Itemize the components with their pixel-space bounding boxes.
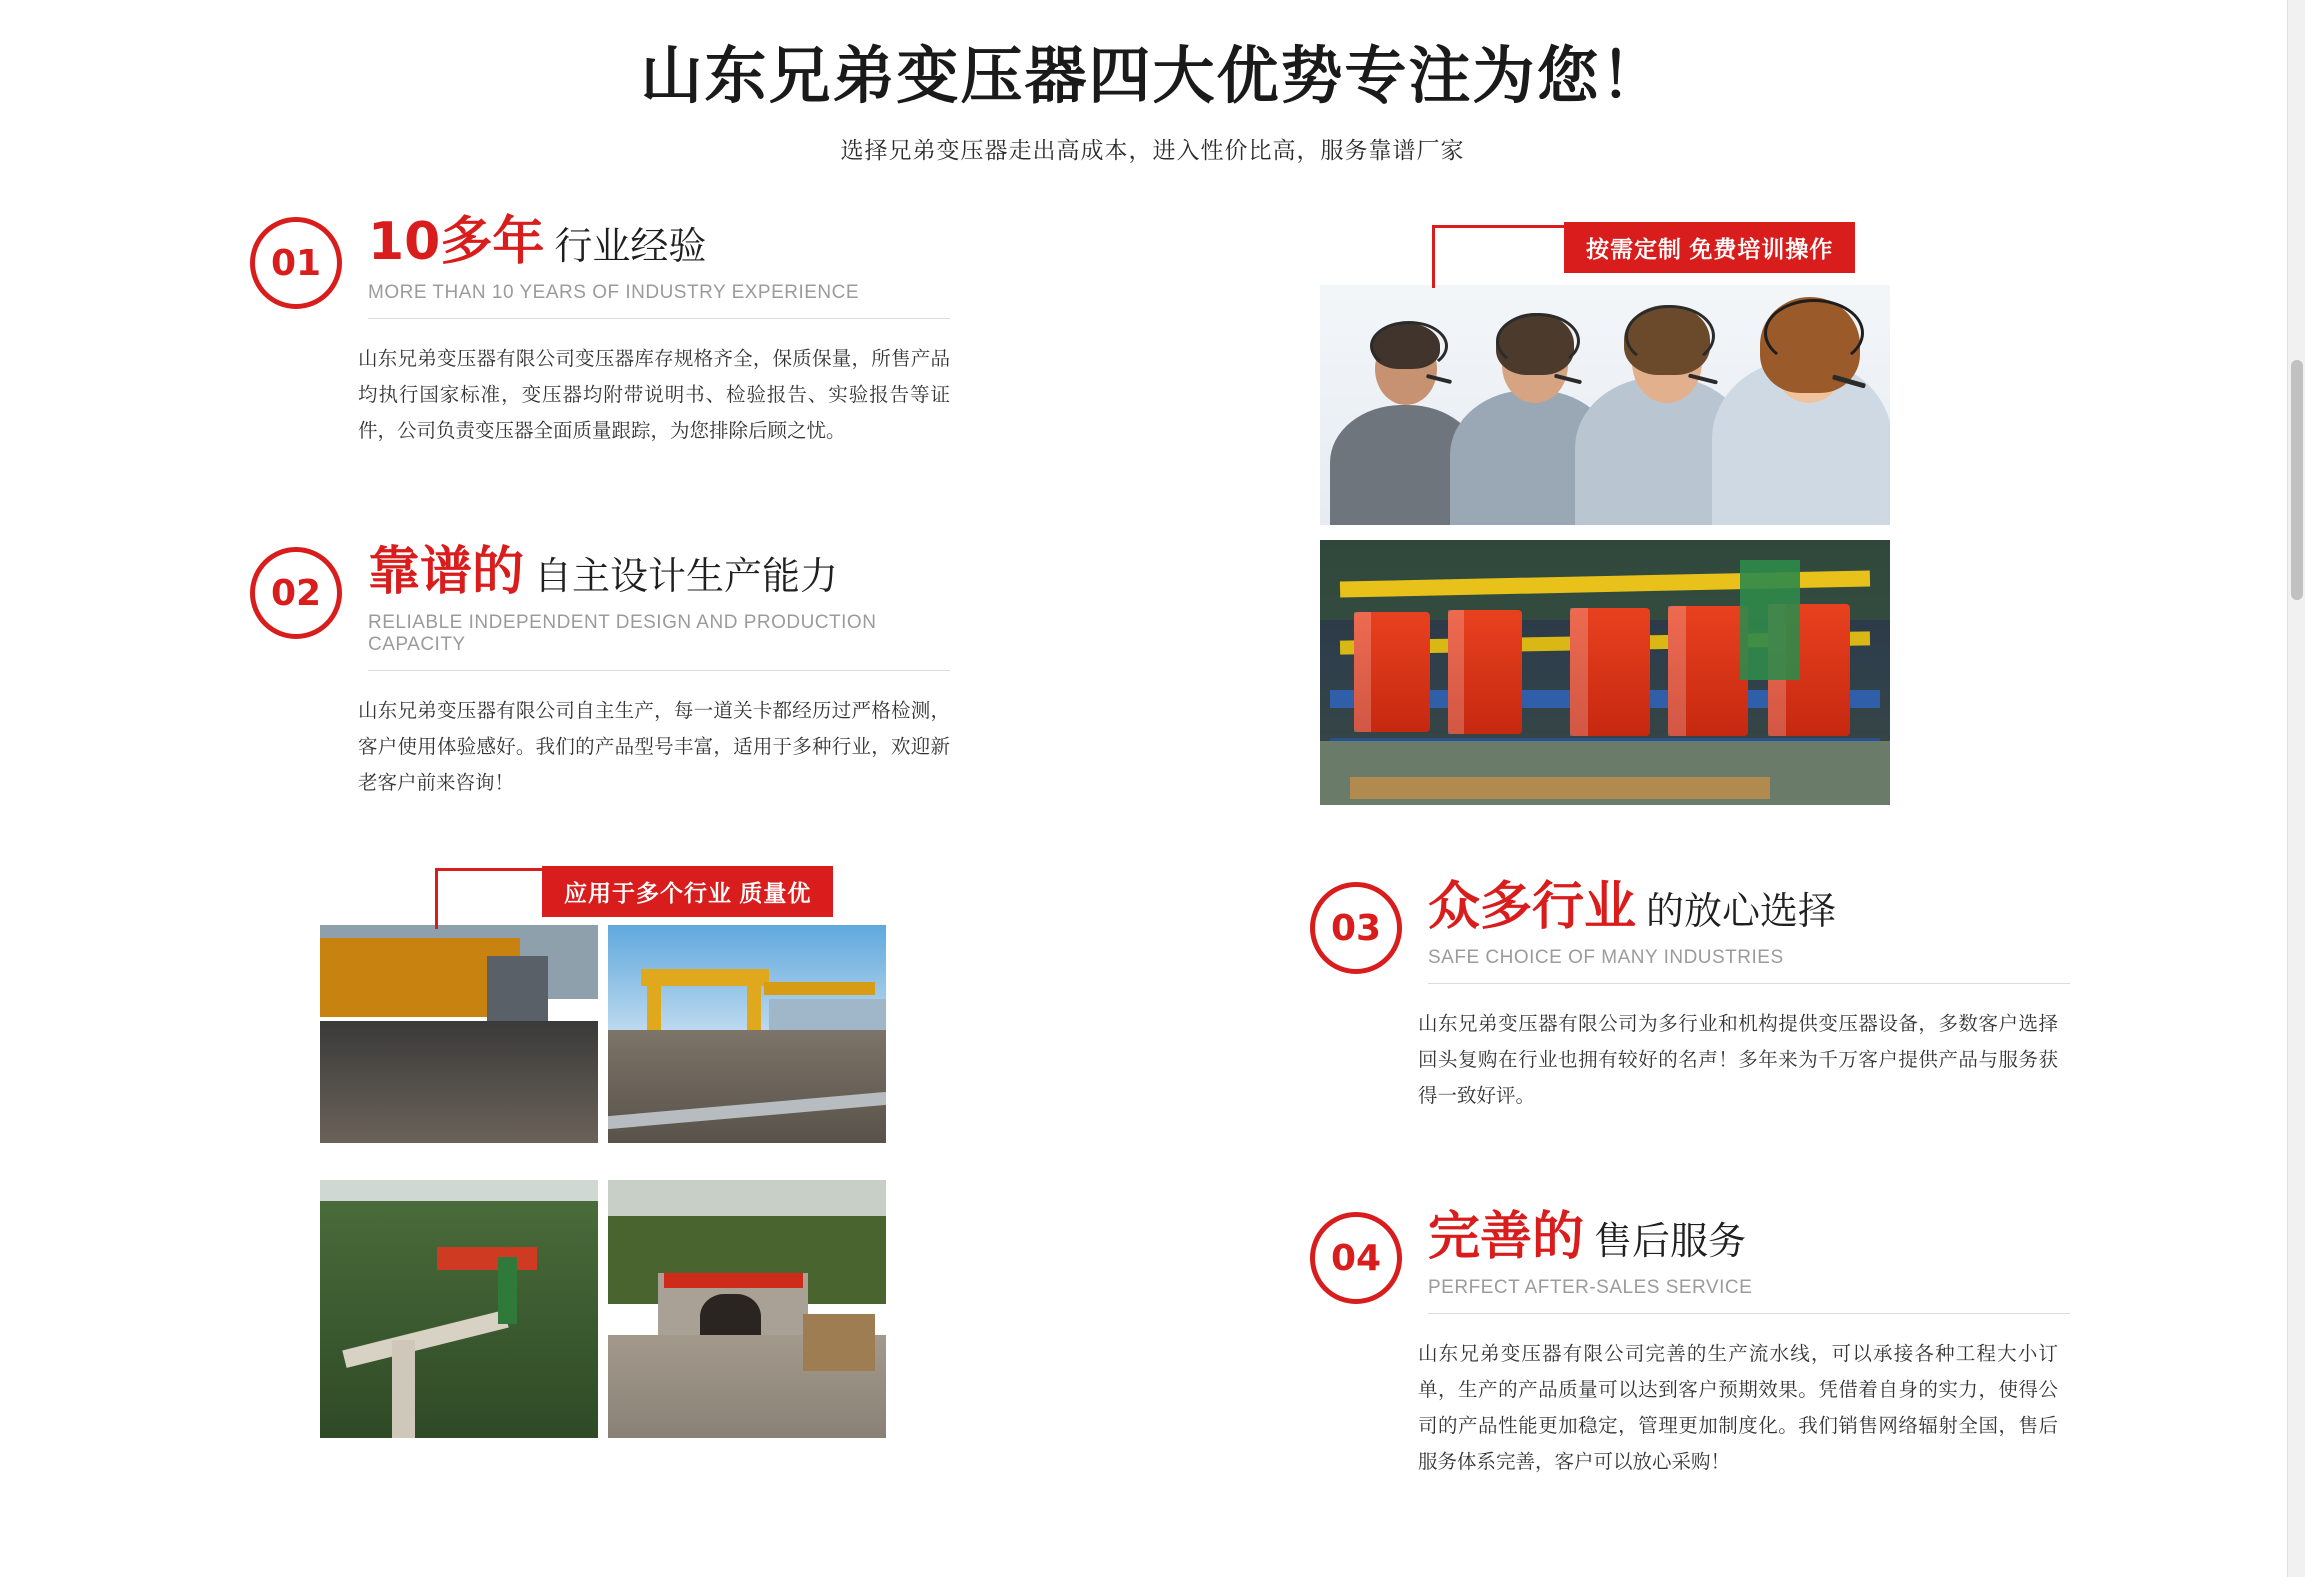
feature-02-head [250, 542, 950, 671]
features-right-column [1310, 877, 2070, 1490]
photo-person-4-headset [1764, 299, 1864, 367]
photo-transformer-panel-green [1740, 560, 1800, 680]
callout-line-industries [435, 868, 548, 929]
feature-04-number: 04 [1310, 1212, 1402, 1304]
callout-line-custom-training [1432, 225, 1570, 288]
photo-industry-1 [320, 925, 598, 1143]
tag-industries-quality: 应用于多个行业 质量优 [542, 866, 833, 917]
feature-03-title-line [1428, 877, 2070, 937]
feature-02-title-red: 靠谱的 [368, 542, 525, 603]
page-header [0, 0, 2305, 165]
feature-04-title-red: 完善的 [1428, 1207, 1585, 1268]
photo-transformer-coil-4 [1668, 606, 1748, 736]
feature-03-number: 03 [1310, 882, 1402, 974]
page-scrollbar-track[interactable] [2287, 0, 2305, 1577]
photo-industry-4 [608, 1180, 886, 1438]
feature-03-head [1310, 877, 2070, 984]
feature-02-titles [368, 542, 950, 671]
photo-industry-2-ground [608, 1030, 886, 1143]
photo-person-3-headset [1625, 305, 1715, 367]
photo-industry-4-banner [664, 1273, 803, 1288]
feature-04-title-line [1428, 1207, 2070, 1268]
photo-industry-1-asphalt [320, 1021, 598, 1143]
photo-callcenter [1320, 285, 1890, 525]
feature-01-title-en: MORE THAN 10 YEARS OF INDUSTRY EXPERIENCE [368, 282, 950, 319]
photo-industry-3-mountain [320, 1201, 598, 1438]
feature-03 [1310, 877, 2070, 1114]
feature-04-title-en: PERFECT AFTER-SALES SERVICE [1428, 1277, 2070, 1314]
feature-02-body: 山东兄弟变压器有限公司自主生产，每一道关卡都经历过严格检测，客户使用体验感好。我们的产品型号丰富，适用于多种行业，欢迎新老客户前来咨询！ [358, 700, 950, 795]
feature-01-title-line [368, 212, 950, 272]
feature-02-number: 02 [250, 547, 342, 639]
feature-03-title-en: SAFE CHOICE OF MANY INDUSTRIES [1428, 947, 2070, 984]
feature-03-body: 山东兄弟变压器有限公司为多行业和机构提供变压器设备，多数客户选择回头复购在行业也拥有较好的名声！多年来为千万客户提供产品与服务获得一致好评。 [1418, 1013, 2058, 1108]
feature-02-title-dark: 自主设计生产能力 [534, 554, 839, 599]
photo-industry-3 [320, 1180, 598, 1438]
photo-industry-2-gantry-2 [764, 982, 875, 995]
feature-01-titles [368, 212, 950, 319]
feature-04-body: 山东兄弟变压器有限公司完善的生产流水线，可以承接各种工程大小订单，生产的产品质量可以达到客户预期效果。凭借着自身的实力，使得公司的产品性能更加稳定，管理更加制度化。我们销售网络辐射全国，售后服务体系完善，客户可以放心采购！ [1418, 1343, 2058, 1474]
page-scrollbar-thumb[interactable] [2291, 360, 2303, 600]
feature-02-title-en: RELIABLE INDEPENDENT DESIGN AND PRODUCTION CAPACITY [368, 612, 950, 671]
photo-person-1-headset [1370, 321, 1448, 371]
page-subtitle: 选择兄弟变压器走出高成本，进入性价比高，服务靠谱厂家 [840, 137, 1465, 164]
feature-02-title-line [368, 542, 950, 603]
features-left-column [250, 212, 950, 811]
photo-transformer-coil-1 [1354, 612, 1430, 732]
feature-03-titles [1428, 877, 2070, 984]
feature-03-title-dark: 的放心选择 [1646, 889, 1837, 933]
feature-02 [250, 542, 950, 801]
photo-industry-2 [608, 925, 886, 1143]
photo-transformer-coil-2 [1448, 610, 1522, 734]
feature-04 [1310, 1207, 2070, 1480]
feature-01-number: 01 [250, 217, 342, 309]
feature-03-title-red: 众多行业 [1428, 877, 1637, 937]
photo-transformer [1320, 540, 1890, 805]
feature-01-head [250, 212, 950, 319]
photo-industry-3-crane-tower [498, 1257, 517, 1324]
feature-04-title-dark: 售后服务 [1594, 1219, 1747, 1264]
feature-04-titles [1428, 1207, 2070, 1314]
feature-01 [250, 212, 950, 449]
tag-custom-training: 按需定制 免费培训操作 [1564, 222, 1855, 273]
feature-01-body: 山东兄弟变压器有限公司变压器库存规格齐全，保质保量，所售产品均执行国家标准，变压器均附带说明书、检验报告、实验报告等证件，公司负责变压器全面质量跟踪，为您排除后顾之忧。 [358, 348, 950, 443]
feature-04-head [1310, 1207, 2070, 1314]
photo-industry-3-crane [437, 1247, 537, 1270]
photo-person-2-headset [1496, 313, 1580, 369]
page-title: 山东兄弟变压器四大优势专注为您！ [640, 39, 1665, 112]
feature-01-title-red: 10多年 [368, 212, 545, 272]
photo-industry-3-bridge-pier [392, 1340, 414, 1438]
photo-transformer-pallet [1350, 777, 1770, 799]
photo-transformer-coil-3 [1570, 608, 1650, 736]
feature-01-title-dark: 行业经验 [554, 224, 707, 268]
photo-industry-4-shed [803, 1314, 875, 1371]
